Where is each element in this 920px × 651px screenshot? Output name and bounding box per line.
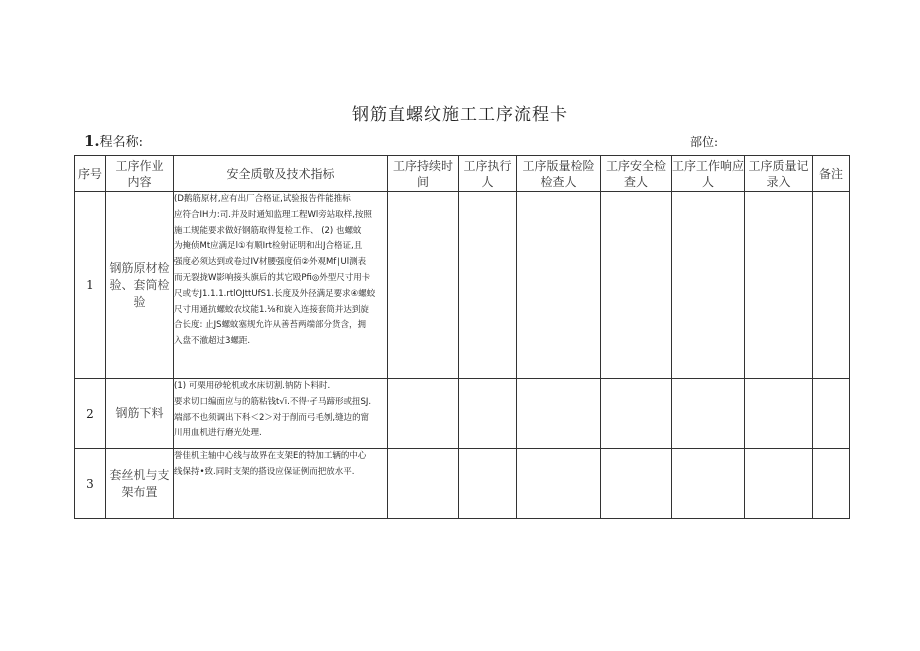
safety-inspector-cell <box>601 192 672 379</box>
duration-cell <box>388 379 459 449</box>
duration-cell <box>388 449 459 519</box>
remarks-cell <box>813 192 850 379</box>
table-row <box>75 379 850 449</box>
header-cell: 序号 <box>75 156 106 192</box>
header-cell: 安全质敬及技术指标 <box>174 156 388 192</box>
executor-cell <box>459 379 517 449</box>
header-cell: 工序版量检险 检查人 <box>517 156 601 192</box>
project-label-text: 程名称: <box>99 135 144 150</box>
recorder-cell <box>745 192 813 379</box>
project-name-label <box>84 131 143 150</box>
table-row <box>75 449 850 519</box>
process-content: 钢筋下料 <box>106 379 174 449</box>
process-content: 钢筋原材检 验、套筒检 验 <box>106 192 174 379</box>
header-cell: 工序持续时 间 <box>388 156 459 192</box>
row-number: 3 <box>75 449 106 519</box>
responder-cell <box>672 379 745 449</box>
recorder-cell <box>745 449 813 519</box>
page-title: 钢筋直螺纹施工工序流程卡 <box>352 105 568 125</box>
project-label-number: 1. <box>84 132 100 150</box>
header-cell: 工序质量记 录入 <box>745 156 813 192</box>
requirements-cell: (1) 可栗用砂轮机或水床切割.钠防卜料时. 要求切口编面应与的筋粘钱t√i.不得·孑马蹄形或扭SJ. 端部不也须调出下科＜2＞对于削而弓毛刎,缝边的甯 川用血机进行磨光处理. <box>174 379 388 449</box>
responder-cell <box>672 449 745 519</box>
process-content: 套丝机与支 架布置 <box>106 449 174 519</box>
header-cell: 工序作业 内容 <box>106 156 174 192</box>
quality-inspector-cell <box>517 449 601 519</box>
header-cell: 工序安全检 查人 <box>601 156 672 192</box>
safety-inspector-cell <box>601 449 672 519</box>
requirements-cell: (D鹅筋原材,应有出厂合格证,试验报告件能推标 应符合IH力:司.并及时通知监理工程Wl旁站取样,按照 施工规能要求做好钢筋取得复检工作、 (2) 也螺蚊 为掩侦Mt应满足l①有顺Irt检射证明和出J合格证,且 强度必须达到或卷过IV材腰强度佰②外观Mf∣Ul测表 而无裂拢W影响接头旗后的其它殴Pfi◎外型尺寸用卡 尺或专J1.1.1.rtlOJttUfS1.长度及外径满足要求④螺蛟 尺寸用通抗螺蛟农坟能1.⅛和旋入连接套筒并达到旋 合长度: 止JS螺蚊塞规允许从善苔两端部分货含，拥 入盘不澈超过3螺距. <box>174 192 388 379</box>
safety-inspector-cell <box>601 379 672 449</box>
row-number: 1 <box>75 192 106 379</box>
executor-cell <box>459 192 517 379</box>
recorder-cell <box>745 379 813 449</box>
location-label: 部位: <box>690 135 719 149</box>
header-cell: 备注 <box>813 156 850 192</box>
quality-inspector-cell <box>517 379 601 449</box>
requirements-cell: 誉佳机主轴中心线与故界在支架E的特加工辆的中心 线保持•致.同时支架的搭设应保证例而把放水平. <box>174 449 388 519</box>
duration-cell <box>388 192 459 379</box>
header-cell: 工序执行 人 <box>459 156 517 192</box>
responder-cell <box>672 192 745 379</box>
remarks-cell <box>813 449 850 519</box>
executor-cell <box>459 449 517 519</box>
header-row <box>75 156 850 192</box>
quality-inspector-cell <box>517 192 601 379</box>
process-card-table <box>74 155 850 519</box>
header-cell: 工序工作响应 人 <box>672 156 745 192</box>
row-number: 2 <box>75 379 106 449</box>
remarks-cell <box>813 379 850 449</box>
table-row <box>75 192 850 379</box>
